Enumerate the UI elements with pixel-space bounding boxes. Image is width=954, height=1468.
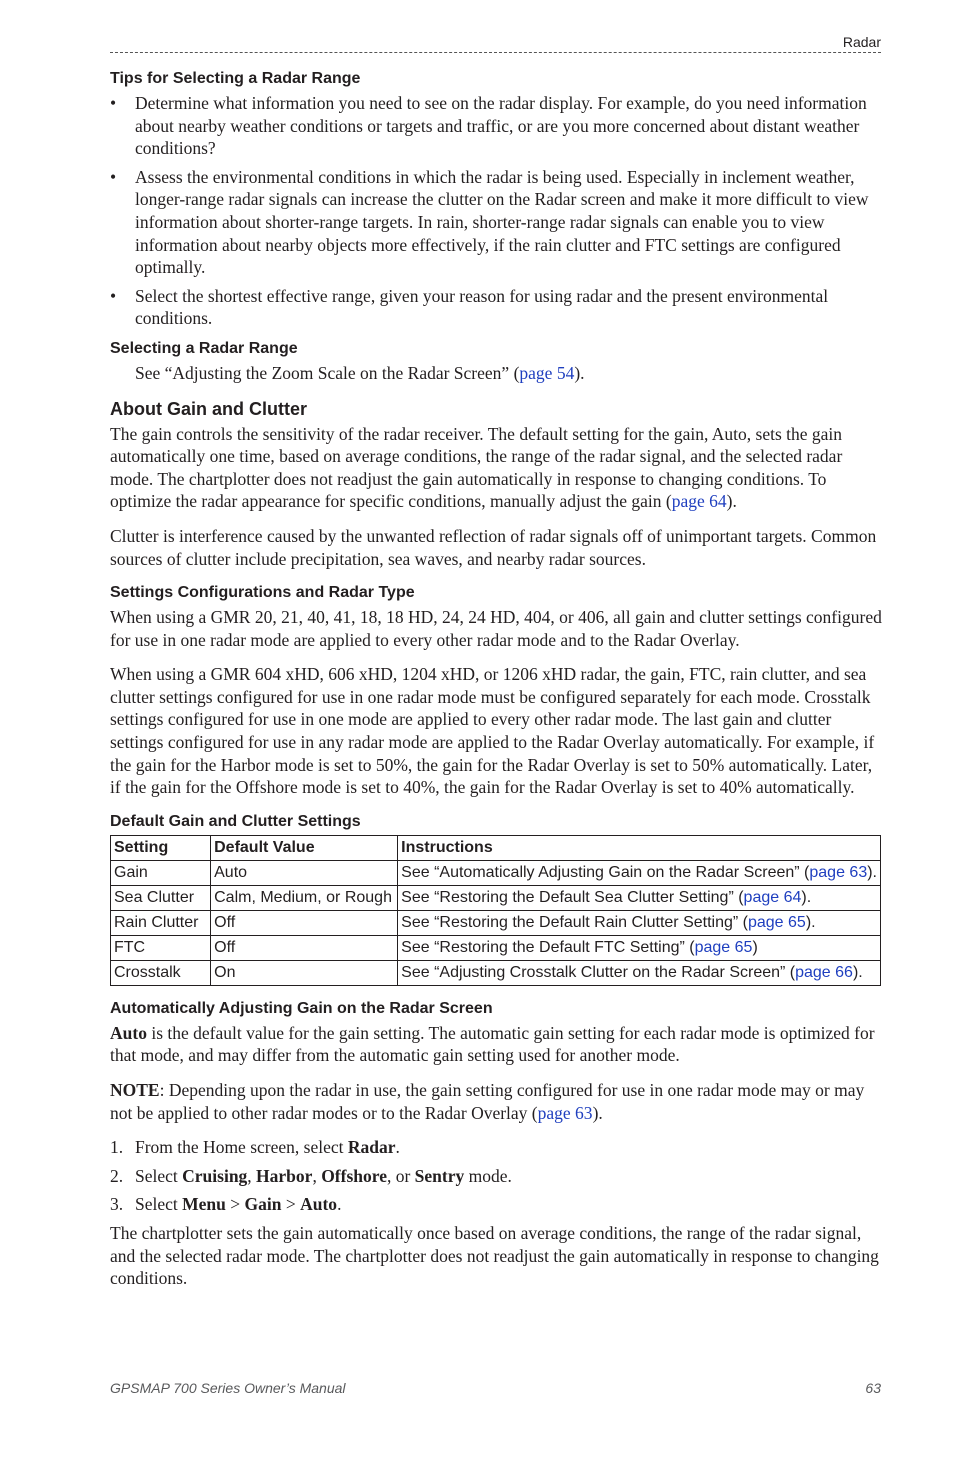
table-cell: Crosstalk xyxy=(111,960,211,985)
gain-paragraph xyxy=(110,423,882,513)
table-cell: Sea Clutter xyxy=(111,885,211,910)
table-cell: Gain xyxy=(111,860,211,885)
step-text: , xyxy=(247,1165,257,1186)
table-cell xyxy=(398,935,881,960)
cell-text: See “Restoring the Default FTC Setting” ( xyxy=(401,938,695,956)
section-title: Radar xyxy=(842,34,881,50)
cell-text-after: ). xyxy=(805,913,816,931)
bold-term: Auto xyxy=(110,1022,147,1043)
ui-term: Offshore xyxy=(321,1165,387,1186)
list-item: • Assess the environmental conditions in which the radar is being used. Especially in inclement weather, longer-range radar signals can increase the clutter on the Radar screen and make it more difficult to view information about shorter-range targets. In rain, shorter-range radar signals can enable you to view information about nearby objects more effectively, if the rain clutter and FTC settings are configured optimally. xyxy=(110,166,882,279)
column-header: Default Value xyxy=(211,835,398,860)
step-number: 1. xyxy=(110,1137,124,1158)
step-text: From the Home screen, select xyxy=(135,1137,348,1158)
step-number: 3. xyxy=(110,1194,124,1215)
step-text: , or xyxy=(386,1165,415,1186)
note-text: : Depending upon the radar in use, the gain setting configured for use in one radar mode may or may not be applied to other radar modes or to the Radar Overlay ( xyxy=(110,1080,865,1123)
step-number: 2. xyxy=(110,1165,124,1186)
table-cell xyxy=(398,885,881,910)
table-row xyxy=(111,935,881,960)
table-cell: FTC xyxy=(111,935,211,960)
step-text: Select xyxy=(135,1165,183,1186)
table-cell: Rain Clutter xyxy=(111,910,211,935)
ui-term: Cruising xyxy=(182,1165,248,1186)
ui-term: Auto xyxy=(300,1194,338,1215)
step-text: Select xyxy=(135,1194,183,1215)
table-row xyxy=(111,860,881,885)
selecting-heading: Selecting a Radar Range xyxy=(110,339,298,357)
cell-text-after: ). xyxy=(801,888,812,906)
ui-term: Radar xyxy=(347,1137,396,1158)
column-header: Instructions xyxy=(398,835,881,860)
page-footer xyxy=(110,1380,881,1396)
list-item: • Determine what information you need to see on the radar display. For example, do you need information about nearby weather conditions or targets and traffic, or are you more concerned about distant weather conditions? xyxy=(110,92,882,160)
page-link[interactable]: page 65 xyxy=(694,938,753,956)
table-row xyxy=(111,960,881,985)
ui-term: Sentry xyxy=(414,1165,465,1186)
step-text: . xyxy=(337,1194,342,1215)
settings-paragraph-2: When using a GMR 604 xHD, 606 xHD, 1204 xHD, or 1206 xHD radar, the gain, FTC, rain clutter, and sea clutter settings configured for use in one radar mode must be configured separately for each mode. Crosstalk settings configured for use in one mode are applied to every other radar mode. The last gain and clutter settings configured for use in any radar mode are applied to the Radar Overlay automatically. For example, if the gain for the Harbor mode is set to 50%, the gain for the Radar Overlay is set to 50% automatically. Later, if the gain for the Offshore mode is set to 40%, the gain for the Radar Overlay is set to 40% automatically. xyxy=(110,664,875,798)
clutter-paragraph: Clutter is interference caused by the unwanted reflection of radar signals off of unimportant targets. Common sources of clutter include precipitation, sea waves, and nearby radar sources. xyxy=(110,525,877,569)
step-item xyxy=(110,1193,882,1216)
selecting-text xyxy=(110,362,882,385)
page-link[interactable]: page 64 xyxy=(671,491,727,512)
cell-text-after: ). xyxy=(867,863,877,881)
table-cell xyxy=(398,910,881,935)
table-cell: Off xyxy=(211,935,398,960)
steps-list xyxy=(110,1136,882,1216)
table-cell: Auto xyxy=(211,860,398,885)
list-item: • Select the shortest effective range, given your reason for using radar and the present environmental conditions. xyxy=(110,285,882,330)
selecting-text-after: ). xyxy=(574,362,585,383)
tips-list xyxy=(110,92,882,330)
page-link[interactable]: page 66 xyxy=(795,963,853,981)
table-header-row xyxy=(111,835,881,860)
step-text: > xyxy=(281,1194,301,1215)
selecting-text-before: See “Adjusting the Zoom Scale on the Radar Screen” ( xyxy=(135,362,520,383)
table-cell: Off xyxy=(211,910,398,935)
settings-paragraph-1: When using a GMR 20, 21, 40, 41, 18, 18 HD, 24, 24 HD, 404, or 406, all gain and clutter settings configured for use in one radar mode are applied to every other radar mode and to the Radar Overlay. xyxy=(110,607,882,650)
cell-text: See “Automatically Adjusting Gain on the Radar Screen” ( xyxy=(401,863,810,881)
defaults-table xyxy=(110,835,881,986)
auto-gain-text: is the default value for the gain setting. The automatic gain setting for each radar mode is optimized for that mode, and may differ from the automatic gain setting used for another mode. xyxy=(110,1022,875,1066)
auto-gain-paragraph xyxy=(110,1022,882,1067)
manual-title: GPSMAP 700 Series Owner’s Manual xyxy=(110,1380,346,1396)
step-text: . xyxy=(395,1137,400,1158)
step-text: > xyxy=(225,1194,245,1215)
cell-text-after: ). xyxy=(852,963,863,981)
gain-text-after: ). xyxy=(726,491,737,512)
column-header: Setting xyxy=(111,835,211,860)
table-cell: On xyxy=(211,960,398,985)
running-header xyxy=(110,34,881,53)
step-text: , xyxy=(312,1165,322,1186)
cell-text: See “Restoring the Default Rain Clutter Setting” ( xyxy=(401,913,748,931)
tips-heading: Tips for Selecting a Radar Range xyxy=(110,70,361,87)
page-content xyxy=(110,68,882,1302)
step-item xyxy=(110,1136,882,1159)
step-item xyxy=(110,1165,882,1188)
ui-term: Menu xyxy=(182,1194,226,1215)
gain-text: The gain controls the sensitivity of the radar receiver. The default setting for the gain, Auto, sets the gain automatically one time, based on average conditions, the range of the radar signal, and the selected radar mode. The chartplotter does not readjust the gain automatically in response to changing conditions. To optimize the radar appearance for specific conditions, manually adjust the gain ( xyxy=(110,423,843,512)
page-link[interactable]: page 64 xyxy=(743,888,802,906)
table-cell xyxy=(398,860,881,885)
final-paragraph: The chartplotter sets the gain automatically once based on average conditions, the range of the radar signal, and the selected radar mode. The chartplotter does not readjust the gain automatically in response to changing conditions. xyxy=(110,1223,879,1289)
note-text-after: ). xyxy=(592,1102,603,1123)
table-row xyxy=(111,910,881,935)
ui-term: Gain xyxy=(244,1194,282,1215)
gain-clutter-heading: About Gain and Clutter xyxy=(110,398,307,419)
page-number: 63 xyxy=(865,1380,881,1396)
settings-config-heading: Settings Configurations and Radar Type xyxy=(110,584,415,602)
table-cell xyxy=(398,960,881,985)
ui-term: Harbor xyxy=(256,1165,313,1186)
auto-gain-heading: Automatically Adjusting Gain on the Radar Screen xyxy=(110,999,493,1017)
defaults-table-heading: Default Gain and Clutter Settings xyxy=(110,812,361,830)
page-link[interactable]: page 63 xyxy=(537,1102,593,1123)
step-text: mode. xyxy=(464,1165,512,1186)
page-link[interactable]: page 65 xyxy=(747,913,806,931)
cell-text: See “Adjusting Crosstalk Clutter on the Radar Screen” ( xyxy=(401,963,796,981)
cell-text-after: ) xyxy=(752,938,758,956)
page-link[interactable]: page 54 xyxy=(519,362,575,383)
note-paragraph xyxy=(110,1079,882,1124)
note-label: NOTE xyxy=(110,1080,160,1101)
table-row xyxy=(111,885,881,910)
page-link[interactable]: page 63 xyxy=(809,863,868,881)
cell-text: See “Restoring the Default Sea Clutter Setting” ( xyxy=(401,888,744,906)
table-cell: Calm, Medium, or Rough xyxy=(211,885,398,910)
